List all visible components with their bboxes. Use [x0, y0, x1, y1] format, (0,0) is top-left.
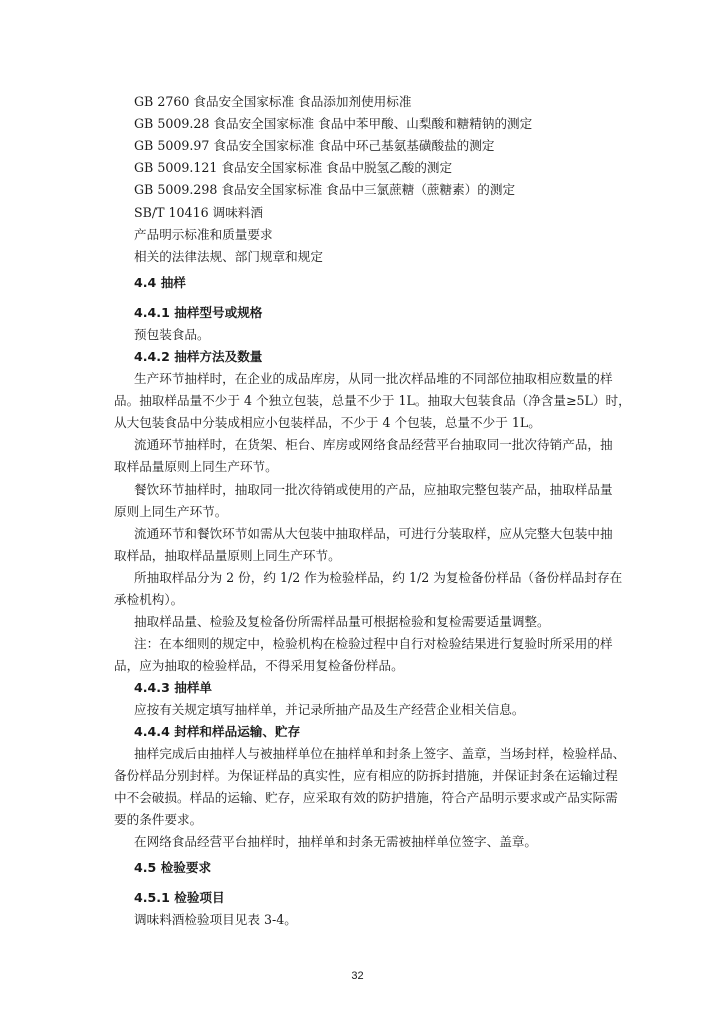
standard-item: GB 5009.298 食品安全国家标准 食品中三氯蔗糖（蔗糖素）的测定 [134, 182, 516, 197]
standard-item: GB 2760 食品安全国家标准 食品添加剂使用标准 [134, 94, 412, 109]
section-heading-4-4-4: 4.4.4 封样和样品运输、贮存 [134, 724, 301, 739]
paragraph: 调味料酒检验项目见表 3-4。 [134, 912, 297, 927]
section-heading-4-4-3: 4.4.3 抽样单 [134, 680, 213, 695]
standard-item: GB 5009.97 食品安全国家标准 食品中环己基氨基磺酸盐的测定 [134, 138, 495, 153]
note-line: 品，应为抽取的检验样品，不得采用复检备份样品。 [114, 658, 404, 673]
standard-item: 相关的法律法规、部门规章和规定 [134, 249, 323, 264]
paragraph-line: 取样品量原则上同生产环节。 [114, 459, 278, 474]
paragraph-line: 取样品，抽取样品量原则上同生产环节。 [114, 548, 341, 563]
standard-item: GB 5009.121 食品安全国家标准 食品中脱氢乙酸的测定 [134, 160, 453, 175]
paragraph-line: 抽取样品量、检验及复检备份所需样品量可根据检验和复检需要适量调整。 [134, 614, 550, 629]
paragraph-line: 品。抽取样品量不少于 4 个独立包装，总量不少于 1L。抽取大包装食品（净含量≥5L）时， [114, 393, 631, 408]
section-heading-4-4-2: 4.4.2 抽样方法及数量 [134, 349, 263, 364]
paragraph-line: 从大包装食品中分装成相应小包装样品，不少于 4 个包装，总量不少于 1L。 [114, 415, 541, 430]
standard-item: GB 5009.28 食品安全国家标准 食品中苯甲酸、山梨酸和糖精钠的测定 [134, 116, 533, 131]
standard-item: 产品明示标准和质量要求 [134, 227, 273, 242]
section-heading-4-5-1: 4.5.1 检验项目 [134, 890, 225, 905]
note-line: 注：在本细则的规定中，检验机构在检验过程中自行对检验结果进行复验时所采用的样 [134, 636, 613, 651]
paragraph-line: 生产环节抽样时，在企业的成品库房，从同一批次样品堆的不同部位抽取相应数量的样 [134, 371, 613, 386]
section-heading-4-5: 4.5 检验要求 [134, 860, 212, 875]
section-heading-4-4: 4.4 抽样 [134, 275, 186, 290]
section-heading-4-4-1: 4.4.1 抽样型号或规格 [134, 305, 263, 320]
paragraph-line: 流通环节和餐饮环节如需从大包装中抽取样品，可进行分装取样，应从完整大包装中抽 [134, 526, 613, 541]
paragraph: 应按有关规定填写抽样单，并记录所抽产品及生产经营企业相关信息。 [134, 702, 525, 717]
paragraph-line: 原则上同生产环节。 [114, 504, 228, 519]
paragraph-line: 餐饮环节抽样时，抽取同一批次待销或使用的产品，应抽取完整包装产品，抽取样品量 [134, 482, 613, 497]
paragraph-line: 备份样品分别封样。为保证样品的真实性，应有相应的防拆封措施，并保证封条在运输过程 [114, 768, 618, 783]
paragraph-line: 在网络食品经营平台抽样时，抽样单和封条无需被抽样单位签字、盖章。 [134, 834, 537, 849]
paragraph-line: 抽样完成后由抽样人与被抽样单位在抽样单和封条上签字、盖章，当场封样，检验样品、 [134, 746, 626, 761]
paragraph-line: 中不会破损。样品的运输、贮存，应采取有效的防护措施，符合产品明示要求或产品实际需 [114, 790, 618, 805]
standard-item: SB/T 10416 调味料酒 [134, 205, 263, 220]
paragraph-line: 承检机构）。 [114, 592, 184, 607]
page-number: 32 [351, 970, 364, 982]
paragraph-line: 要的条件要求。 [114, 812, 203, 827]
paragraph-line: 流通环节抽样时，在货架、柜台、库房或网络食品经营平台抽取同一批次待销产品，抽 [134, 437, 613, 452]
paragraph-line: 所抽取样品分为 2 份，约 1/2 作为检验样品，约 1/2 为复检备份样品（备份样品封存在 [134, 570, 623, 585]
paragraph: 预包装食品。 [134, 327, 210, 342]
